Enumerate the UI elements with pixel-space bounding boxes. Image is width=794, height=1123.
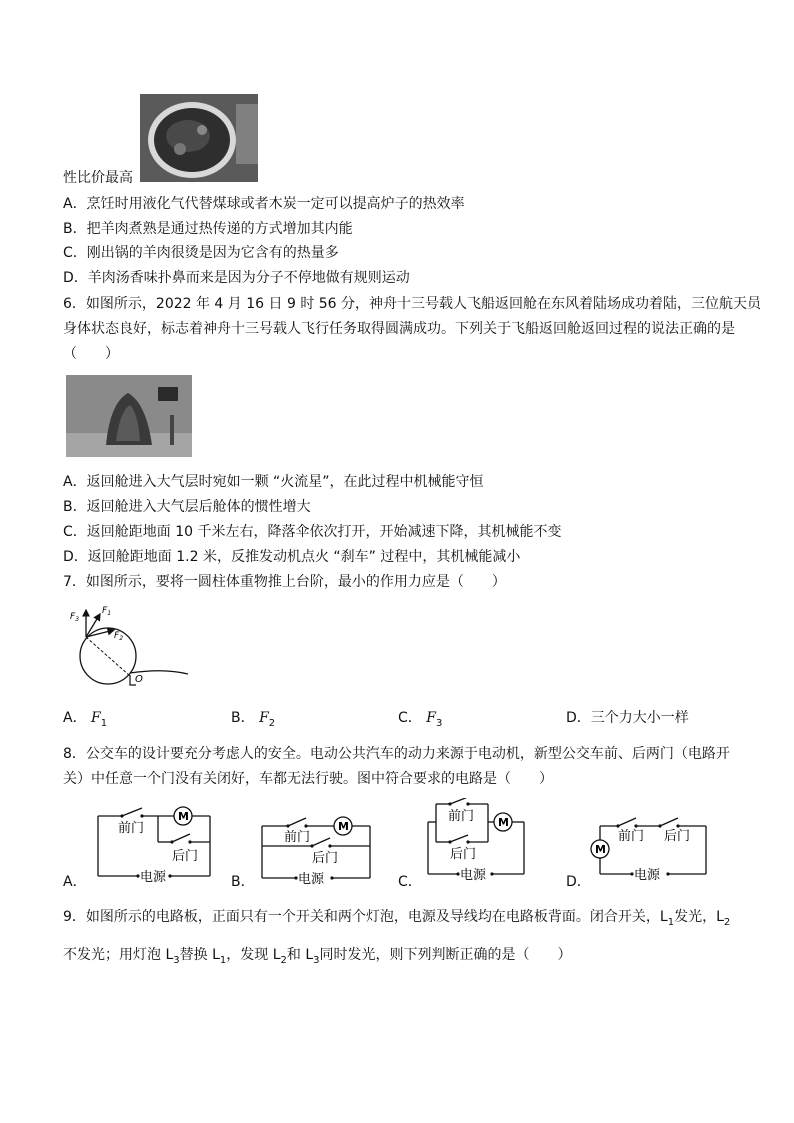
q6-stem-line3: （ ）: [63, 346, 119, 362]
q8a-back: 后门: [172, 849, 199, 864]
q8d-motor: M: [595, 843, 606, 856]
q8b-motor: M: [338, 820, 349, 833]
q6-option-a: A．返回舱进入大气层时宛如一颗 “火流星”，在此过程中机械能守恒: [63, 474, 484, 490]
q5-option-d: D．羊肉汤香味扑鼻而来是因为分子不停地做有规则运动: [63, 270, 410, 286]
q7-stem: 7．如图所示，要将一圆柱体重物推上台阶，最小的作用力应是（ ）: [63, 574, 506, 590]
q8d-power: 电源: [634, 868, 661, 883]
q8b-power: 电源: [298, 872, 325, 886]
q5-option-c: C．刚出锅的羊肉很烫是因为它含有的热量多: [63, 245, 339, 261]
q8-circuit-d: [590, 812, 712, 886]
q7-label-f2: $F_2$: [114, 631, 124, 642]
q8b-back: 后门: [312, 851, 339, 866]
q6-stem-line2: 身体状态良好，标志着神舟十三号载人飞行任务取得圆满成功。下列关于飞船返回舱返回过程的说法正确的是: [63, 321, 735, 337]
q8-circuit-a: [94, 802, 216, 884]
q8c-power: 电源: [460, 868, 487, 883]
q7-label-o: O: [135, 674, 143, 685]
q8-stem-line2: 关）中任意一个门没有关闭好，车都无法行驶。图中符合要求的电路是（ ）: [63, 771, 553, 787]
q7-option-a: A． $F_1$: [63, 710, 108, 729]
q8-circuit-b: [258, 812, 376, 886]
q6-option-c: C．返回舱距地面 10 千米左右，降落伞依次打开，开始减速下降，其机械能不变: [63, 524, 562, 540]
q7-force-diagram: [64, 600, 194, 690]
q6-stem-line1: 6．如图所示，2022 年 4 月 16 日 9 时 56 分，神舟十三号载人飞船返回舱在东风着陆场成功着陆，三位航天员: [63, 296, 762, 312]
q8-circuit-c: [424, 798, 528, 888]
q9-stem-line2: 不发光；用灯泡 $L_3$替换 $L_1$，发现 $L_2$和 $L_3$同时发光，则下列判断正确的是（ ）: [63, 947, 572, 966]
q8-stem-line1: 8．公交车的设计要充分考虑人的安全。电动公共汽车的动力来源于电动机，新型公交车前、后两门（电路开: [63, 746, 730, 762]
q7-label-f3: $F_3$: [70, 612, 80, 623]
q8-option-a: A．: [63, 874, 87, 890]
q7-option-d: D．三个力大小一样: [566, 710, 689, 726]
q6-option-d: D．返回舱距地面 1.2 米，反推发动机点火 “刹车” 过程中，其机械能减小: [63, 549, 521, 565]
pot-photo: [140, 94, 258, 182]
capsule-photo: [66, 375, 192, 457]
q8b-front: 前门: [284, 830, 311, 845]
intro-tail: 性比价最高: [63, 170, 133, 186]
q7-option-c: C． $F_3$: [398, 710, 443, 729]
q5-option-b: B．把羊肉煮熟是通过热传递的方式增加其内能: [63, 221, 353, 237]
q8a-front: 前门: [118, 821, 145, 836]
q8c-motor: M: [498, 816, 509, 829]
q8d-front: 前门: [618, 829, 645, 844]
q8c-back: 后门: [450, 847, 477, 862]
q9-stem-line1: 9．如图所示的电路板，正面只有一个开关和两个灯泡，电源及导线均在电路板背面。闭合开关，$L_1$发光，$L_2$: [63, 909, 731, 928]
q8-option-d: D．: [566, 874, 591, 890]
q8-option-b: B．: [231, 874, 255, 890]
q8d-back: 后门: [664, 829, 691, 844]
q6-option-b: B．返回舱进入大气层后舱体的惯性增大: [63, 499, 311, 515]
q7-label-f1: $F_1$: [102, 606, 112, 617]
q5-option-a: A．烹饪时用液化气代替煤球或者木炭一定可以提高炉子的热效率: [63, 196, 465, 212]
q8a-power: 电源: [140, 870, 167, 884]
q8-option-c: C．: [398, 874, 422, 890]
q8a-motor: M: [178, 810, 189, 823]
q7-option-b: B． $F_2$: [231, 710, 276, 729]
q8c-front: 前门: [448, 809, 475, 824]
